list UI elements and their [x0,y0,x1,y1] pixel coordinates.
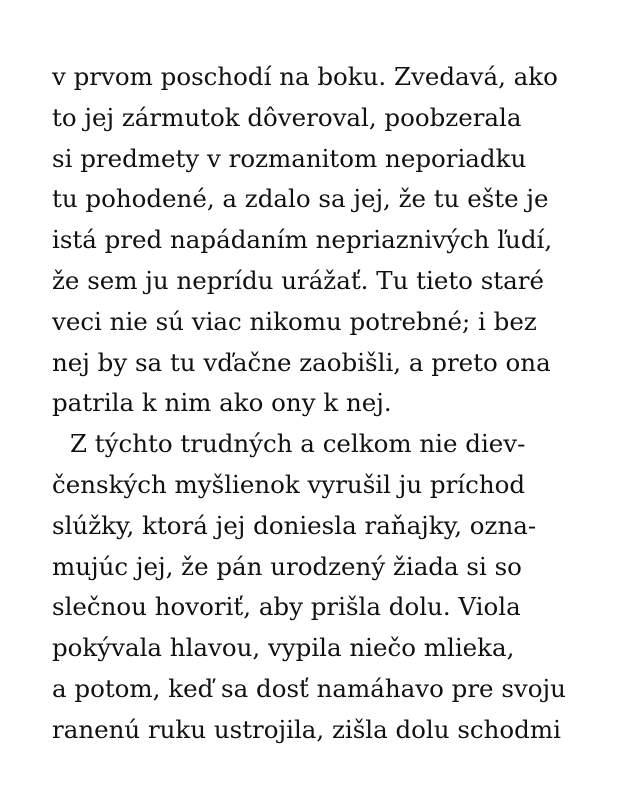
text-line: si predmety v rozmanitom neporiadku [52,143,527,173]
text-line: nej by sa tu vďačne zaobišli, a preto ona [52,347,551,377]
text-line: ranenú ruku ustrojila, zišla dolu schodmi [52,714,561,744]
text-line: tu pohodené, a zdalo sa jej, že tu ešte je [52,184,549,214]
body-text [52,57,612,751]
text-line: slúžky, ktorá jej doniesla raňajky, ozna- [52,510,537,540]
paragraph-start-line: Z týchto trudných a celkom nie diev- [70,429,526,459]
text-line: že sem ju neprídu urážať. Tu tieto staré [52,265,544,295]
text-line: čenských myšlienok vyrušil ju príchod [52,469,526,499]
text-line: patrila k nim ako ony k nej. [52,388,392,418]
text-line: istá pred napádaním nepriaznivých ľudí, [52,225,553,255]
text-line: veci nie sú viac nikomu potrebné; i bez [52,306,537,336]
text-line: a potom, keď sa dosť namáhavo pre svoju [52,673,566,703]
text-line: to jej zármutok dôveroval, poobzerala [52,102,522,132]
text-line: v prvom poschodí na boku. Zvedavá, ako [52,62,558,91]
text-line: slečnou hovoriť, aby prišla dolu. Viola [52,592,521,622]
text-line: pokývala hlavou, vypila niečo mlieka, [52,633,515,663]
text-line: mujúc jej, že pán urodzený žiada si so [52,551,522,581]
